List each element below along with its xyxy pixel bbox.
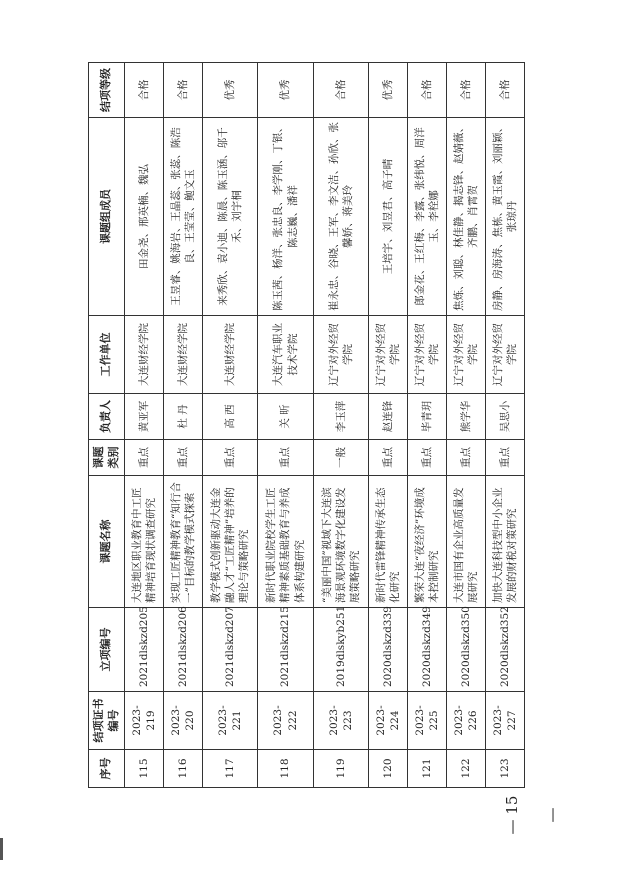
cell-type: 重点 [125, 440, 164, 476]
cell-no: 115 [125, 750, 164, 788]
table-row [202, 63, 257, 788]
cell-no: 120 [369, 750, 408, 788]
cell-title: 大连市国有企业高质量发展研究 [447, 476, 486, 608]
cell-proj: 2021dlskzd207 [202, 608, 257, 692]
cell-proj: 2020dlskzd349 [408, 608, 447, 692]
cell-no: 118 [258, 750, 313, 788]
header-unit: 工作单位 [89, 316, 125, 394]
cell-type: 重点 [447, 440, 486, 476]
cell-members: 焦炼、刘聪、林佳静、揭志锋、赵婧薇、齐鹏、肖霄贺 [447, 118, 486, 316]
cell-members: 王培宇、刘昱君、高子晴 [369, 118, 408, 316]
cell-leader: 赵连锋 [369, 394, 408, 440]
cell-grade: 优秀 [258, 63, 313, 118]
table-header-row [89, 63, 125, 788]
cell-title: 实现工匠精神教育“知行合一”目标的教学模式探索 [163, 476, 202, 608]
cell-no: 116 [163, 750, 202, 788]
cell-members: 田金尧、邢英楠、魏弘 [125, 118, 164, 316]
cell-grade: 优秀 [202, 63, 257, 118]
cell-type: 重点 [258, 440, 313, 476]
cell-leader: 关 昕 [258, 394, 313, 440]
cell-leader: 毕青玥 [408, 394, 447, 440]
cell-cert: 2023-220 [163, 692, 202, 750]
cell-type: 重点 [408, 440, 447, 476]
cell-grade: 合格 [125, 63, 164, 118]
page-number-box [492, 792, 561, 838]
cell-cert: 2023-223 [313, 692, 368, 750]
table-row [258, 63, 313, 788]
cell-no: 121 [408, 750, 447, 788]
cell-grade: 合格 [486, 63, 525, 118]
header-title: 课题名称 [89, 476, 125, 608]
cell-unit: 大连汽车职业技术学院 [258, 316, 313, 394]
page-number: — 15 — [503, 795, 561, 835]
cell-leader: 吴思小 [486, 394, 525, 440]
cell-members: 陈玉茜、杨洋、张忠良、李学刚、丁银、陈志巍、潘祥 [258, 118, 313, 316]
cell-title: 加快大连科技型中小企业发展的财税对策研究 [486, 476, 525, 608]
table-row [163, 63, 202, 788]
cell-type: 重点 [163, 440, 202, 476]
cell-cert: 2023-219 [125, 692, 164, 750]
cell-type: 重点 [369, 440, 408, 476]
cell-cert: 2023-227 [486, 692, 525, 750]
cell-proj: 2020dlskzd350 [447, 608, 486, 692]
cell-leader: 高 西 [202, 394, 257, 440]
cell-title: “美丽中国”视域下大连滨海景观环境数字化建设发展策略研究 [313, 476, 368, 608]
cell-proj: 2021dlskzd215 [258, 608, 313, 692]
cell-members: 房静、房海涛、焦栋、黄玉霞、刘丽颖、张琼丹 [486, 118, 525, 316]
cell-no: 123 [486, 750, 525, 788]
cell-grade: 合格 [313, 63, 368, 118]
cell-title: 新时代雷锋精神传承生态化研究 [369, 476, 408, 608]
table-row [369, 63, 408, 788]
cell-grade: 合格 [163, 63, 202, 118]
table-row [408, 63, 447, 788]
cell-cert: 2023-221 [202, 692, 257, 750]
cell-unit: 辽宁对外经贸学院 [369, 316, 408, 394]
cell-no: 119 [313, 750, 368, 788]
cell-proj: 2019dlskyb251 [313, 608, 368, 692]
header-grade: 结项等级 [89, 63, 125, 118]
cell-type: 一般 [313, 440, 368, 476]
cell-proj: 2021dlskzd206 [163, 608, 202, 692]
cell-unit: 辽宁对外经贸学院 [313, 316, 368, 394]
cell-members: 崔永忠、谷晓、王军、李文洁、孙欣、张馨娇、蒋美玲 [313, 118, 368, 316]
cell-title: 教学模式创新驱动大连金融人才“工匠精神”培养的理论与策略研究 [202, 476, 257, 608]
cell-grade: 合格 [447, 63, 486, 118]
header-members: 课题组成员 [89, 118, 125, 316]
cell-unit: 辽宁对外经贸学院 [408, 316, 447, 394]
cell-title: 新时代职业院校学生工匠精神素质基础教育与养成体系构建研究 [258, 476, 313, 608]
results-table [88, 62, 525, 788]
table-row [486, 63, 525, 788]
cell-members: 郎金花、王红梅、李露、张纬悦、周洋玉、李栓娜 [408, 118, 447, 316]
cell-grade: 合格 [408, 63, 447, 118]
cell-proj: 2021dlskzd205 [125, 608, 164, 692]
cell-no: 122 [447, 750, 486, 788]
table-row [125, 63, 164, 788]
cell-leader: 杜 丹 [163, 394, 202, 440]
cell-proj: 2020dlskzd352 [486, 608, 525, 692]
cell-unit: 辽宁对外经贸学院 [447, 316, 486, 394]
rotated-table-container [88, 63, 525, 788]
cell-members: 王昱睿、姚海岩、王晶蕊、张蕊、陈浩良、王莹莹、鲍文玉 [163, 118, 202, 316]
header-no: 序号 [89, 750, 125, 788]
cell-cert: 2023-224 [369, 692, 408, 750]
cell-unit: 大连财经学院 [202, 316, 257, 394]
scan-edge-mark [0, 838, 3, 860]
table-row [447, 63, 486, 788]
header-leader: 负责人 [89, 394, 125, 440]
cell-leader: 李玉萍 [313, 394, 368, 440]
cell-title: 繁荣大连“夜经济”环境成本控制研究 [408, 476, 447, 608]
cell-type: 重点 [486, 440, 525, 476]
header-type: 课题类别 [89, 440, 125, 476]
cell-cert: 2023-222 [258, 692, 313, 750]
cell-cert: 2023-225 [408, 692, 447, 750]
cell-proj: 2020dlskzd339 [369, 608, 408, 692]
cell-grade: 优秀 [369, 63, 408, 118]
cell-leader: 熊学华 [447, 394, 486, 440]
header-cert: 结项证书编号 [89, 692, 125, 750]
cell-cert: 2023-226 [447, 692, 486, 750]
cell-unit: 大连财经学院 [125, 316, 164, 394]
cell-no: 117 [202, 750, 257, 788]
cell-leader: 黄亚军 [125, 394, 164, 440]
table-row [313, 63, 368, 788]
cell-unit: 辽宁对外经贸学院 [486, 316, 525, 394]
header-proj: 立项编号 [89, 608, 125, 692]
cell-members: 来秀欣、袁小迪、陈晨、陈玉涵、邬千禾、刘宇桐 [202, 118, 257, 316]
cell-type: 重点 [202, 440, 257, 476]
cell-unit: 大连财经学院 [163, 316, 202, 394]
cell-title: 大连地区职业教育中工匠精神培育现状调查研究 [125, 476, 164, 608]
